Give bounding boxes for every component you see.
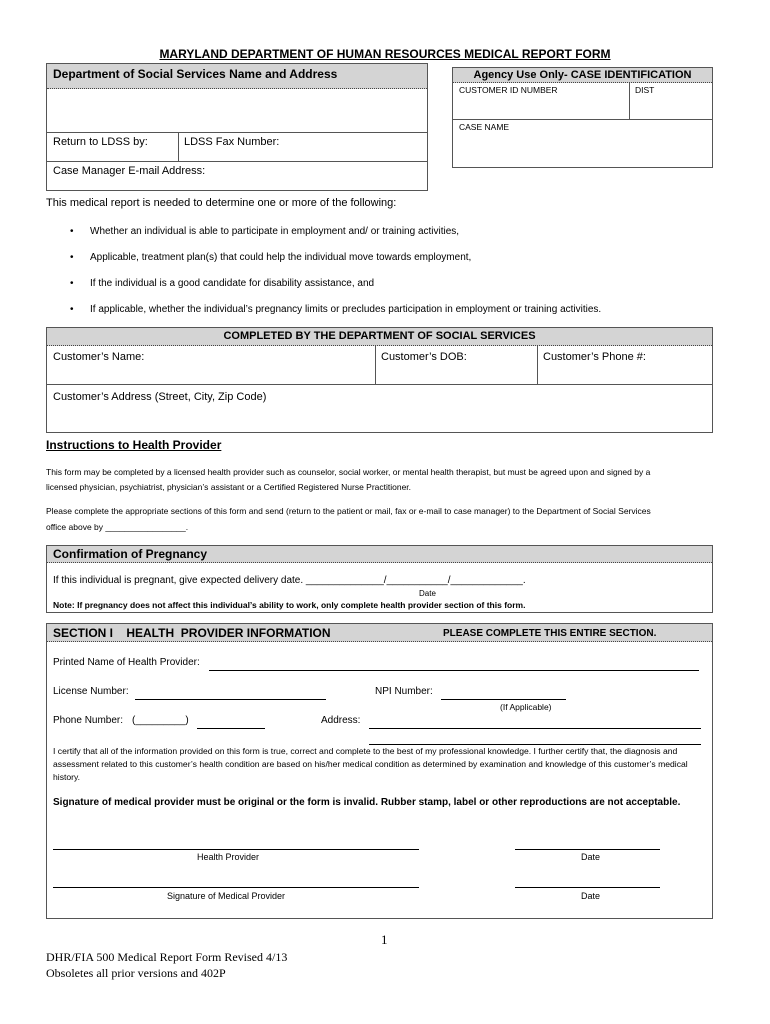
dss-section-header: COMPLETED BY THE DEPARTMENT OF SOCIAL SERVICES: [47, 328, 712, 346]
bullet-item: Applicable, treatment plan(s) that could help the individual move towards employment,: [90, 252, 472, 263]
date-input-2[interactable]: [515, 887, 660, 888]
customer-id-field[interactable]: CUSTOMER ID NUMBER: [459, 85, 558, 95]
intro-text: This medical report is needed to determine one or more of the following:: [46, 197, 397, 209]
printed-name-label: Printed Name of Health Provider:: [53, 657, 200, 668]
footer-revision: DHR/FIA 500 Medical Report Form Revised 4/13: [46, 950, 288, 964]
npi-label: NPI Number:: [375, 686, 433, 697]
phone-label: Phone Number:: [53, 715, 124, 726]
agency-use-box: [452, 67, 713, 168]
health-provider-input[interactable]: [53, 849, 419, 850]
signature-requirement: Signature of medical provider must be original or the form is invalid. Rubber stamp, label or other reproductions are not acceptable.: [53, 797, 681, 808]
certification-text: I certify that all of the information provided on this form is true, correct and complete to the best of my professional knowledge. I further certify that, the diagnosis and assessment related to this customer’s health condition are based on his/her medical condition as determined by examination and knowledge of this customer’s medical history.: [53, 746, 688, 782]
customer-phone-field[interactable]: Customer’s Phone #:: [543, 351, 646, 363]
license-number-input[interactable]: [135, 699, 326, 700]
address-input-line1[interactable]: [369, 728, 701, 729]
dss-info-box: [46, 63, 428, 191]
delivery-date-field[interactable]: If this individual is pregnant, give expected delivery date. ______________/___________/_____________.: [53, 575, 526, 586]
health-provider-section: [46, 623, 713, 919]
date-label-2: Date: [581, 891, 601, 901]
signature-input[interactable]: [53, 887, 419, 888]
bullet-icon: •: [70, 278, 74, 289]
instructions-paragraph: This form may be completed by a licensed health provider such as counselor, social worker, or mental health therapist, but must be agreed upon and signed by a: [46, 467, 651, 477]
if-applicable-label: (If Applicable): [500, 702, 552, 712]
page-number: 1: [381, 932, 388, 947]
address-label: Address:: [321, 715, 361, 726]
bullet-item: If the individual is a good candidate for disability assistance, and: [90, 278, 375, 289]
health-provider-label: Health Provider: [197, 852, 260, 862]
bullet-item: If applicable, whether the individual’s pregnancy limits or precludes participation in employment or training activities.: [90, 304, 602, 315]
license-label: License Number:: [53, 686, 129, 697]
pregnancy-note: Note: If pregnancy does not affect this individual’s ability to work, only complete health provider section of this form.: [53, 600, 526, 610]
phone-number-input[interactable]: [197, 728, 265, 729]
customer-dob-field[interactable]: Customer’s DOB:: [381, 351, 467, 363]
dss-customer-section: [46, 327, 713, 433]
date-input-1[interactable]: [515, 849, 660, 850]
date-label: Date: [419, 589, 436, 598]
signature-label: Signature of Medical Provider: [167, 891, 286, 901]
instructions-paragraph: licensed physician, psychiatrist, physician’s assistant or a Certified Registered Nurse Practitioner.: [46, 482, 412, 492]
dss-box-header: Department of Social Services Name and Address: [47, 64, 427, 89]
form-title: MARYLAND DEPARTMENT OF HUMAN RESOURCES MEDICAL REPORT FORM: [159, 47, 611, 61]
customer-name-field[interactable]: Customer’s Name:: [53, 351, 145, 363]
footer-obsoletes: Obsoletes all prior versions and 402P: [46, 966, 226, 980]
section1-header: [47, 624, 712, 642]
section1-instruction: PLEASE COMPLETE THIS ENTIRE SECTION.: [443, 628, 657, 639]
bullet-icon: •: [70, 304, 74, 315]
printed-name-input[interactable]: [209, 670, 699, 671]
area-code-input[interactable]: (_________): [132, 715, 189, 726]
pregnancy-header: Confirmation of Pregnancy: [47, 546, 712, 563]
bullet-icon: •: [70, 252, 74, 263]
bullet-item: Whether an individual is able to participate in employment and/ or training activities,: [90, 226, 460, 237]
date-label-1: Date: [581, 852, 601, 862]
case-name-field[interactable]: CASE NAME: [459, 122, 510, 132]
instructions-paragraph: office above by _________________.: [46, 522, 189, 532]
instructions-heading: Instructions to Health Provider: [46, 438, 222, 452]
case-manager-email-field[interactable]: Case Manager E-mail Address:: [53, 165, 206, 177]
customer-address-field[interactable]: Customer’s Address (Street, City, Zip Code): [53, 391, 267, 403]
ldss-fax-field[interactable]: LDSS Fax Number:: [184, 136, 280, 148]
agency-box-header: Agency Use Only- CASE IDENTIFICATION: [453, 68, 712, 83]
npi-number-input[interactable]: [441, 699, 566, 700]
instructions-paragraph: Please complete the appropriate sections of this form and send (return to the patient or mail, fax or e-mail to case manager) to the Department of Social Services: [46, 506, 651, 516]
pregnancy-section: [46, 545, 713, 613]
dist-field[interactable]: DIST: [635, 85, 655, 95]
return-to-ldss-field[interactable]: Return to LDSS by:: [53, 136, 148, 148]
bullet-icon: •: [70, 226, 74, 237]
section1-title: SECTION I HEALTH PROVIDER INFORMATION: [53, 626, 331, 640]
